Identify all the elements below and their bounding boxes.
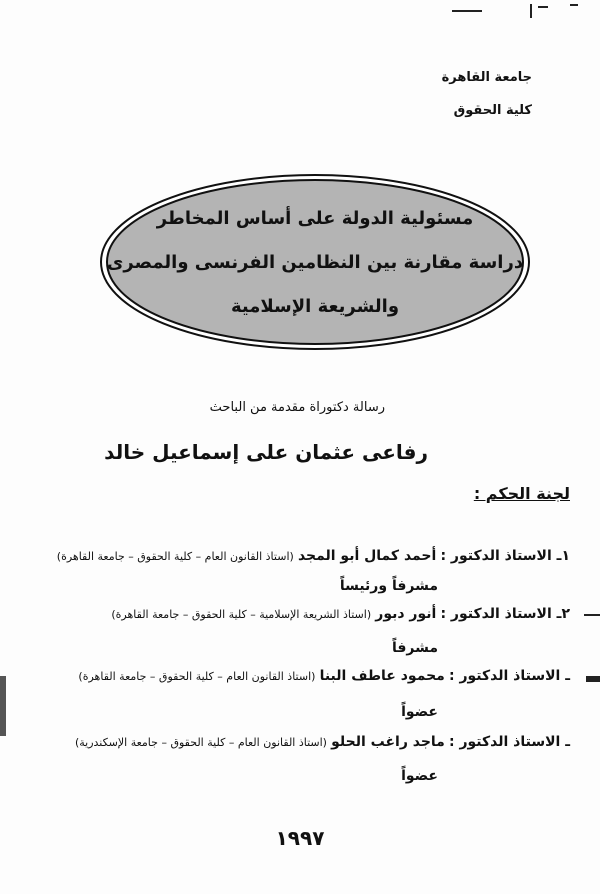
member-name: ماجد راغب الحلو bbox=[331, 734, 445, 750]
member-role: عضواً bbox=[401, 704, 438, 720]
scan-speck bbox=[530, 4, 532, 18]
thesis-title-line-2: دراسة مقارنة بين النظامين الفرنسى والمصرى bbox=[106, 252, 524, 273]
scan-speck bbox=[538, 6, 548, 8]
member-affiliation: (استاذ الشريعة الإسلامية – كلية الحقوق – جامعة القاهرة) bbox=[111, 608, 372, 621]
committee-member bbox=[78, 668, 570, 684]
university-name: جامعة القاهرة bbox=[441, 70, 532, 85]
title-oval bbox=[95, 170, 535, 355]
scan-speck bbox=[570, 4, 578, 6]
scan-speck bbox=[452, 10, 482, 12]
committee-heading: لجنة الحكم : bbox=[473, 484, 570, 503]
thesis-title-line-3: والشريعة الإسلامية bbox=[230, 296, 400, 317]
member-role: عضواً bbox=[401, 768, 438, 784]
member-role: مشرفاً bbox=[391, 640, 438, 656]
submission-statement: رسالة دكتوراة مقدمة من الباحث bbox=[209, 400, 385, 415]
member-role: مشرفاً ورئيساً bbox=[339, 578, 438, 594]
member-affiliation: (استاذ القانون العام – كلية الحقوق – جامعة الإسكندرية) bbox=[74, 736, 327, 749]
member-name: محمود عاطف البنا bbox=[319, 668, 445, 684]
member-name: أحمد كمال أبو المجد bbox=[297, 548, 437, 564]
scan-mark bbox=[586, 676, 600, 682]
member-affiliation: (استاذ القانون العام – كلية الحقوق – جامعة القاهرة) bbox=[78, 670, 316, 683]
member-title: ١ـ الاستاذ الدكتور : bbox=[440, 548, 570, 564]
committee-member bbox=[111, 606, 570, 622]
thesis-title-line-1: مسئولية الدولة على أساس المخاطر bbox=[156, 208, 474, 229]
member-name: أنور دبور bbox=[375, 606, 437, 622]
member-title: ـ الاستاذ الدكتور : bbox=[449, 734, 570, 750]
scan-edge-mark bbox=[0, 676, 6, 736]
member-title: ٢ـ الاستاذ الدكتور : bbox=[440, 606, 570, 622]
member-title: ـ الاستاذ الدكتور : bbox=[449, 668, 570, 684]
scan-mark bbox=[584, 614, 600, 616]
year: ١٩٩٧ bbox=[275, 826, 325, 850]
author-name: رفاعى عثمان على إسماعيل خالد bbox=[104, 440, 428, 464]
member-affiliation: (استاذ القانون العام – كلية الحقوق – جامعة القاهرة) bbox=[56, 550, 294, 563]
faculty-name: كلية الحقوق bbox=[453, 103, 532, 118]
committee-member bbox=[57, 548, 570, 564]
committee-member bbox=[75, 734, 570, 750]
